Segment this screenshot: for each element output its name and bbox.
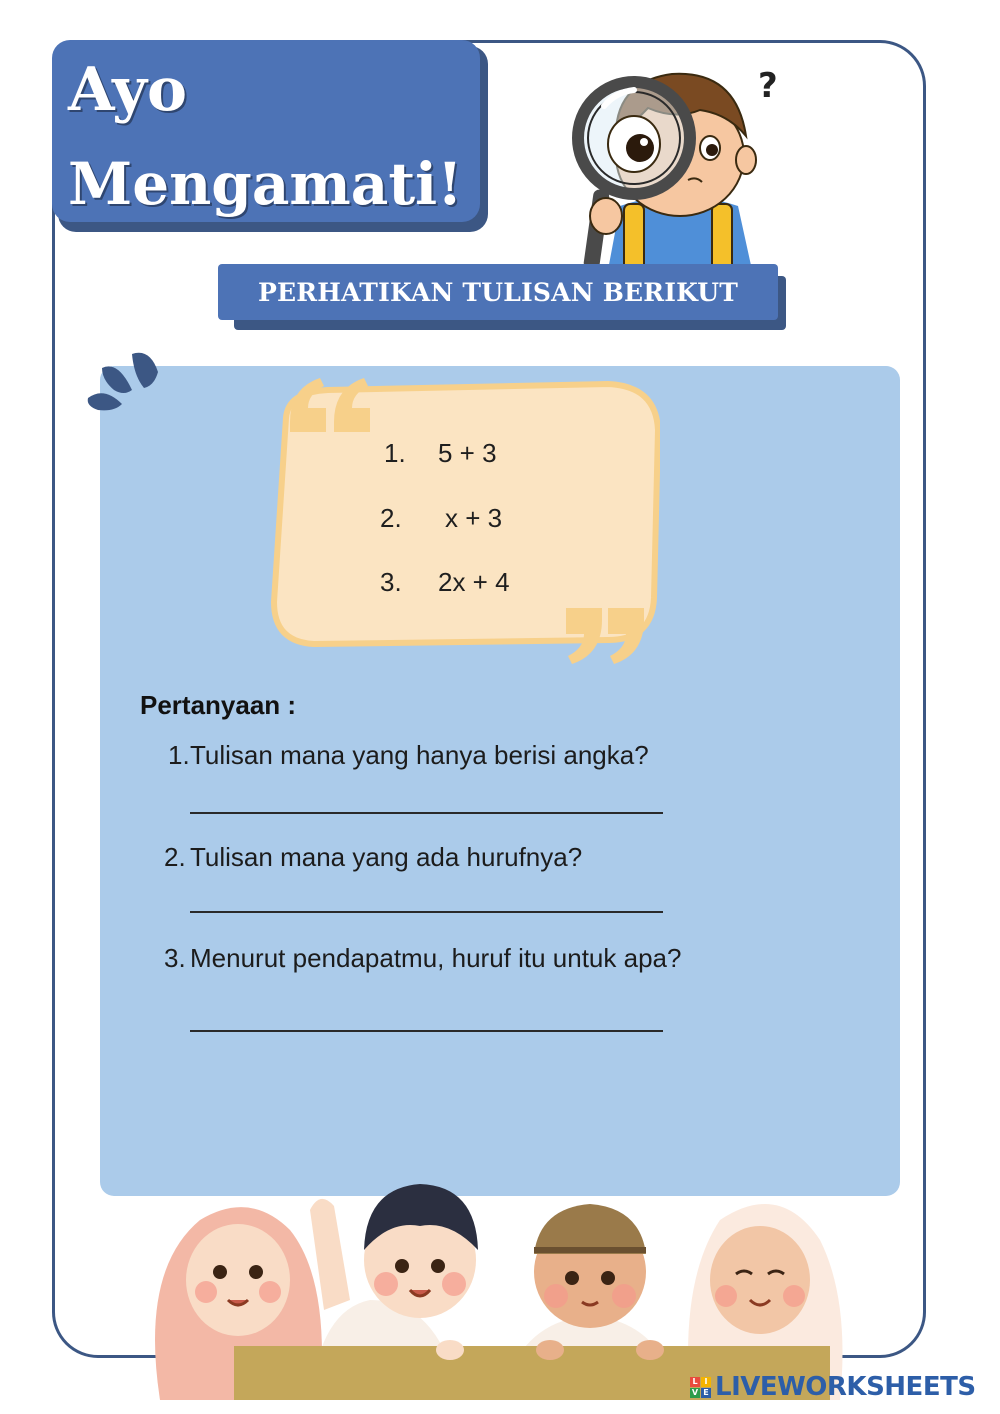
observation-number: 1. [384,438,406,468]
splash-decoration-icon [84,346,164,416]
logo-letter: E [701,1388,711,1398]
logo-letter: L [690,1377,700,1387]
question-number: 2. [164,842,186,872]
question-text: Tulisan mana yang hanya berisi angka? [190,740,649,770]
question-text: Menurut pendapatmu, huruf itu untuk apa? [190,943,682,973]
logo-letter: V [691,1387,699,1397]
subtitle-text: PERHATIKAN TULISAN BERIKUT [257,277,739,307]
questions-heading: Pertanyaan : [140,690,297,720]
brand-name: LIVEWORKSHEETS [715,1372,976,1402]
question-number: 3. [164,943,186,973]
observation-expression: 2x + 4 [438,567,510,597]
liveworksheets-brand[interactable] [690,1372,976,1402]
answer-line[interactable] [190,1030,663,1032]
observation-number: 2. [380,503,402,533]
question-mark: ? [758,66,778,106]
answer-line[interactable] [190,812,663,814]
question-number: 1. [168,740,190,770]
observation-number: 3. [380,567,402,597]
page-title-line-2: Mengamati! [68,150,463,218]
page-title-line-1: Ayo [68,55,188,125]
children-group-icon [120,1150,860,1400]
question-text: Tulisan mana yang ada hurufnya? [190,842,583,872]
subtitle-banner [218,264,778,320]
answer-line[interactable] [190,911,663,913]
observation-expression: x + 3 [445,503,503,533]
liveworksheets-logo-icon [690,1377,711,1398]
logo-letter: I [701,1377,711,1387]
observation-expression: 5 + 3 [438,438,497,468]
